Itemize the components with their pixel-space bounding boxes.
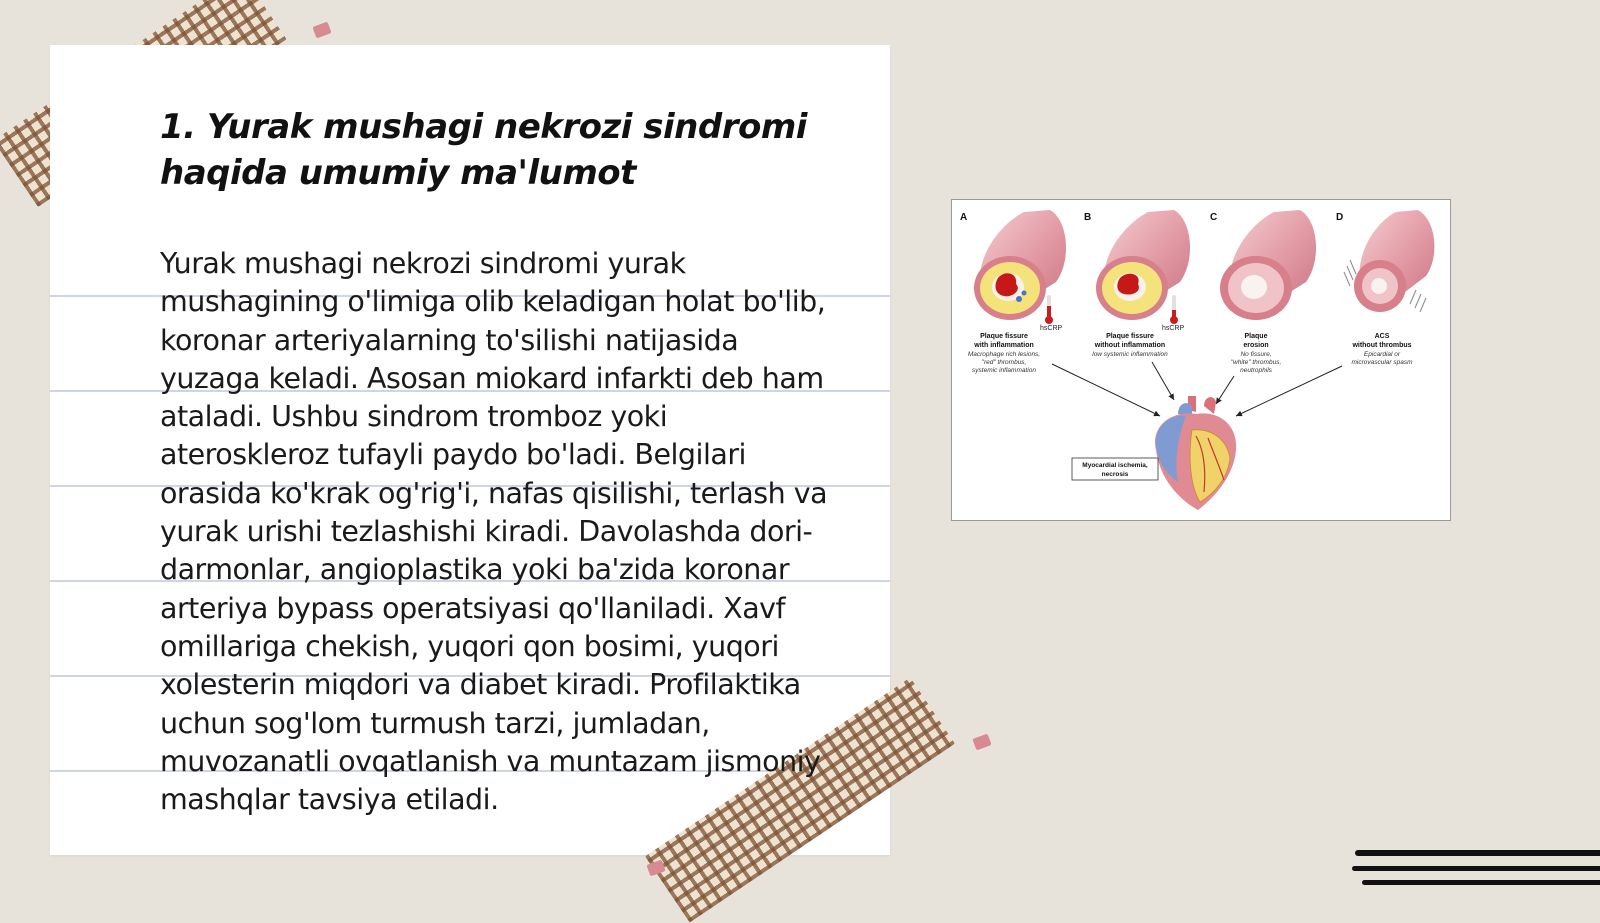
figure-illustration: [952, 200, 1450, 520]
panel-d-heading1: ACS: [1374, 333, 1390, 340]
arrow-a-to-heart: [1052, 364, 1160, 416]
panel-a-marker: hsCRP: [1040, 325, 1063, 332]
panel-a-heading1: Plaque fissure: [980, 333, 1028, 340]
panel-c-heading1: Plaque: [1244, 333, 1268, 340]
arrow-c-to-heart: [1216, 376, 1234, 404]
panel-a-sub1: Macrophage rich lesions,: [967, 351, 1041, 358]
slide-body-text: Yurak mushagi nekrozi sindromi yurak mushagining o'limiga olib keladigan holat bo'lib, koronar arteriyalarning to'silishi natijasida yuzaga keladi. Asosan miokard infarkti deb ham ataladi. Ushbu sindrom tromboz yoki ateroskleroz tufayli paydo bo'ladi. Belgilari orasida ko'krak og'rig'i, nafas qisilishi, terlash va yurak urishi tezlashishi kiradi. Davolashda dori-darmonlar, angioplastika yoki ba'zida koronar arteriya bypass operatsiyasi qo'llaniladi. Xavf omillariga chekish, yuqori qon bosimi, yuqori xolesterin miqdori va diabet kiradi. Profilaktika uchun sog'lom turmush tarzi, jumladan, muvozanatli ovqatlanish va muntazam jismoniy mashqlar tavsiya etiladi.: [160, 247, 828, 817]
decorative-brush-stroke: [1352, 866, 1600, 871]
panel-c-sub1: No fissure,: [1240, 351, 1272, 358]
panel-b-marker: hsCRP: [1162, 325, 1185, 332]
panel-a-sub3: systemic inflammation: [972, 367, 1036, 374]
panel-b-sub1: low systemic inflammation: [1092, 351, 1168, 358]
decorative-brush-stroke: [1355, 850, 1600, 856]
panel-c-artery: [1220, 210, 1316, 320]
heart-illustration: [1155, 396, 1236, 510]
panel-c-heading2: erosion: [1243, 342, 1269, 349]
panel-d-sub1: Epicardial or: [1363, 351, 1401, 358]
panel-a-letter: A: [960, 212, 968, 223]
panel-a-artery: [974, 210, 1066, 324]
panel-c-letter: C: [1210, 212, 1218, 223]
panel-d-sub2: microvascular spasm: [1351, 359, 1413, 366]
panel-a-heading2: with inflammation: [974, 342, 1034, 349]
panel-b-heading1: Plaque fissure: [1106, 333, 1154, 340]
arrow-b-to-heart: [1152, 362, 1174, 400]
ischemia-label-line2: necrosis: [1101, 471, 1129, 478]
decorative-brush-stroke: [1362, 880, 1600, 885]
panel-b-letter: B: [1084, 212, 1092, 223]
panel-d-letter: D: [1336, 212, 1344, 223]
panel-b-artery: [1096, 210, 1190, 324]
ischemia-label-line1: Myocardial ischemia,: [1082, 462, 1148, 469]
panel-c-sub2: "white" thrombus,: [1230, 359, 1282, 366]
panel-d-artery: [1344, 210, 1434, 312]
panel-d-heading2: without thrombus: [1352, 342, 1412, 349]
panel-a-sub2: "red" thrombus,: [981, 359, 1027, 366]
acs-mechanisms-figure: [951, 199, 1451, 521]
tape-tab-top: [312, 22, 331, 39]
panel-c-sub3: neutrophils: [1240, 367, 1272, 374]
panel-b-heading2: without inflammation: [1094, 342, 1166, 349]
tape-tab-bottom-right: [972, 734, 991, 751]
slide-title: 1. Yurak mushagi nekrozi sindromi haqida umumiy ma'lumot: [160, 107, 807, 193]
